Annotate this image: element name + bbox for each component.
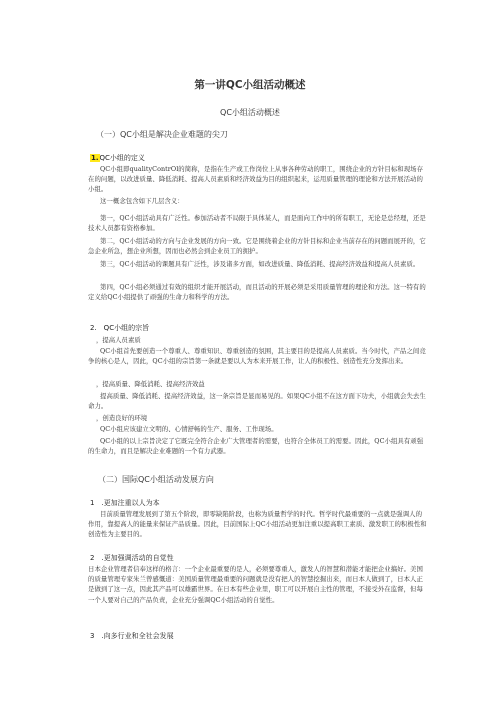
item-heading-definition <box>90 153 430 163</box>
item-heading-multi-industry: 3 .向多行业和全社会发展 <box>90 632 174 640</box>
paragraph-personnel: QC小组首先要创造一个尊重人、尊重知识、尊重创造的氛围，其主要目的是提高人员素质。当今时代，产品之间竞争的核心是人，因此，QC小组的宗旨第一条就是要以人为本来开展工作，让人的积极性、创造性充分发挥出来。 <box>88 347 426 366</box>
item-title-definition: QC小组的定义 <box>99 154 145 162</box>
paragraph-consciousness: 日本企业管理者信奉这样的格言：一个企业最重要的是人，必须要尊重人，激发人的智慧和潜能才能把企业搞好。美国的质量管理专家朱兰曾感慨道：美国质量管理最重要的问题就是没有把人的智慧挖掘出来，而日本人做到了，日本人正是做到了这一点，因此其产品可以雄霸世界。在日本有些企业里，职工可以开展自主性的管理，不接受外在监督，但每一个人要对自己的产品负责，企业充分强调QC小组活动的自觉性。 <box>88 565 423 604</box>
paragraph-environment: QC小组应该建立文明的、心情舒畅的生产、服务、工作现场。 <box>100 425 278 433</box>
section-heading-1: （一）QC小组是解决企业难题的尖刀 <box>96 130 228 139</box>
bullet-environment: ，创造良好的环境 <box>96 414 148 422</box>
paragraph-second: 第二，QC小组活动的方向与企业发展的方向一致。它是围绕着企业的方针目标和企业当前存在的问题而展开的，它急企业所急，想企业所想，因而也必然会到企业员工的拥护。 <box>88 237 426 256</box>
paragraph-third: 第三，QC小组活动的课题具有广泛性，涉及诸多方面，如改进质量、降低消耗、提高经济效益和提高人员素质。 <box>100 260 420 268</box>
bullet-improve-personnel: ，提高人员素质 <box>96 336 141 344</box>
paragraph-definition: QC小组即qualityContrOl的简称，是指在生产或工作岗位上从事各种劳动的职工，围绕企业的方针目标和现场存在的问题，以改进质量、降低消耗、提高人员素质和经济效益为目的组织起来，运用质量管理的理论和方法开展活动的小组。 <box>88 165 424 194</box>
item-heading-people-oriented: 1 .更加注重以人为本 <box>90 499 160 507</box>
paragraph-people-oriented: 目前质量管理发展到了第五个阶段，即零缺陷阶段，也称为质量哲学的时代。哲学时代最重要的一点就是强调人的作用，靠提高人的能量来保证产品质量。因此，目前国际上QC小组活动更加注重以提高职工素质、激发职工的积极性和创造性为主要目的。 <box>88 510 427 539</box>
paragraph-purpose-summary: QC小组的以上宗旨决定了它既完全符合企业广大管理者的需要，也符合全体员工的需要。因此，QC小组具有顽强的生命力，而且是解决企业难题的一个有力武器。 <box>88 437 424 456</box>
paragraph-quality: 提高质量、降低消耗、提高经济效益，这一条宗旨是显而易见的。如果QC小组不在这方面下功夫，小组就会失去生命力。 <box>88 392 426 411</box>
section-heading-2: （二）国际QC小组活动发展方向 <box>98 475 214 484</box>
bullet-improve-quality: ，提高质量、降低消耗、提高经济效益 <box>96 380 205 388</box>
item-heading-consciousness: 2 .更加强调活动的自觉性 <box>90 554 174 562</box>
paragraph-fourth: 第四，QC小组必须通过有效的组织才能开展活动，而且活动的开展必须是采用质量管理的理论和方法。这一特有的定义给QC小组提供了顽强的生命力和科学的方法。 <box>88 283 426 302</box>
item-number-highlight: 1. <box>91 154 99 162</box>
paragraph-first: 第一，QC小组活动具有广泛性。参加活动者不局限于具体某人，而是面向工作中的所有职工，无论是总经理，还是技术人员都有资格参加。 <box>88 214 426 233</box>
document-subtitle: QC小组活动概述 <box>220 108 280 117</box>
paragraph-meaning-intro: 这一概念包含如下几层含义： <box>100 197 184 205</box>
document-title: 第一讲QC小组活动概述 <box>194 79 306 91</box>
item-heading-purpose: 2. QC小组的宗旨 <box>90 324 150 332</box>
